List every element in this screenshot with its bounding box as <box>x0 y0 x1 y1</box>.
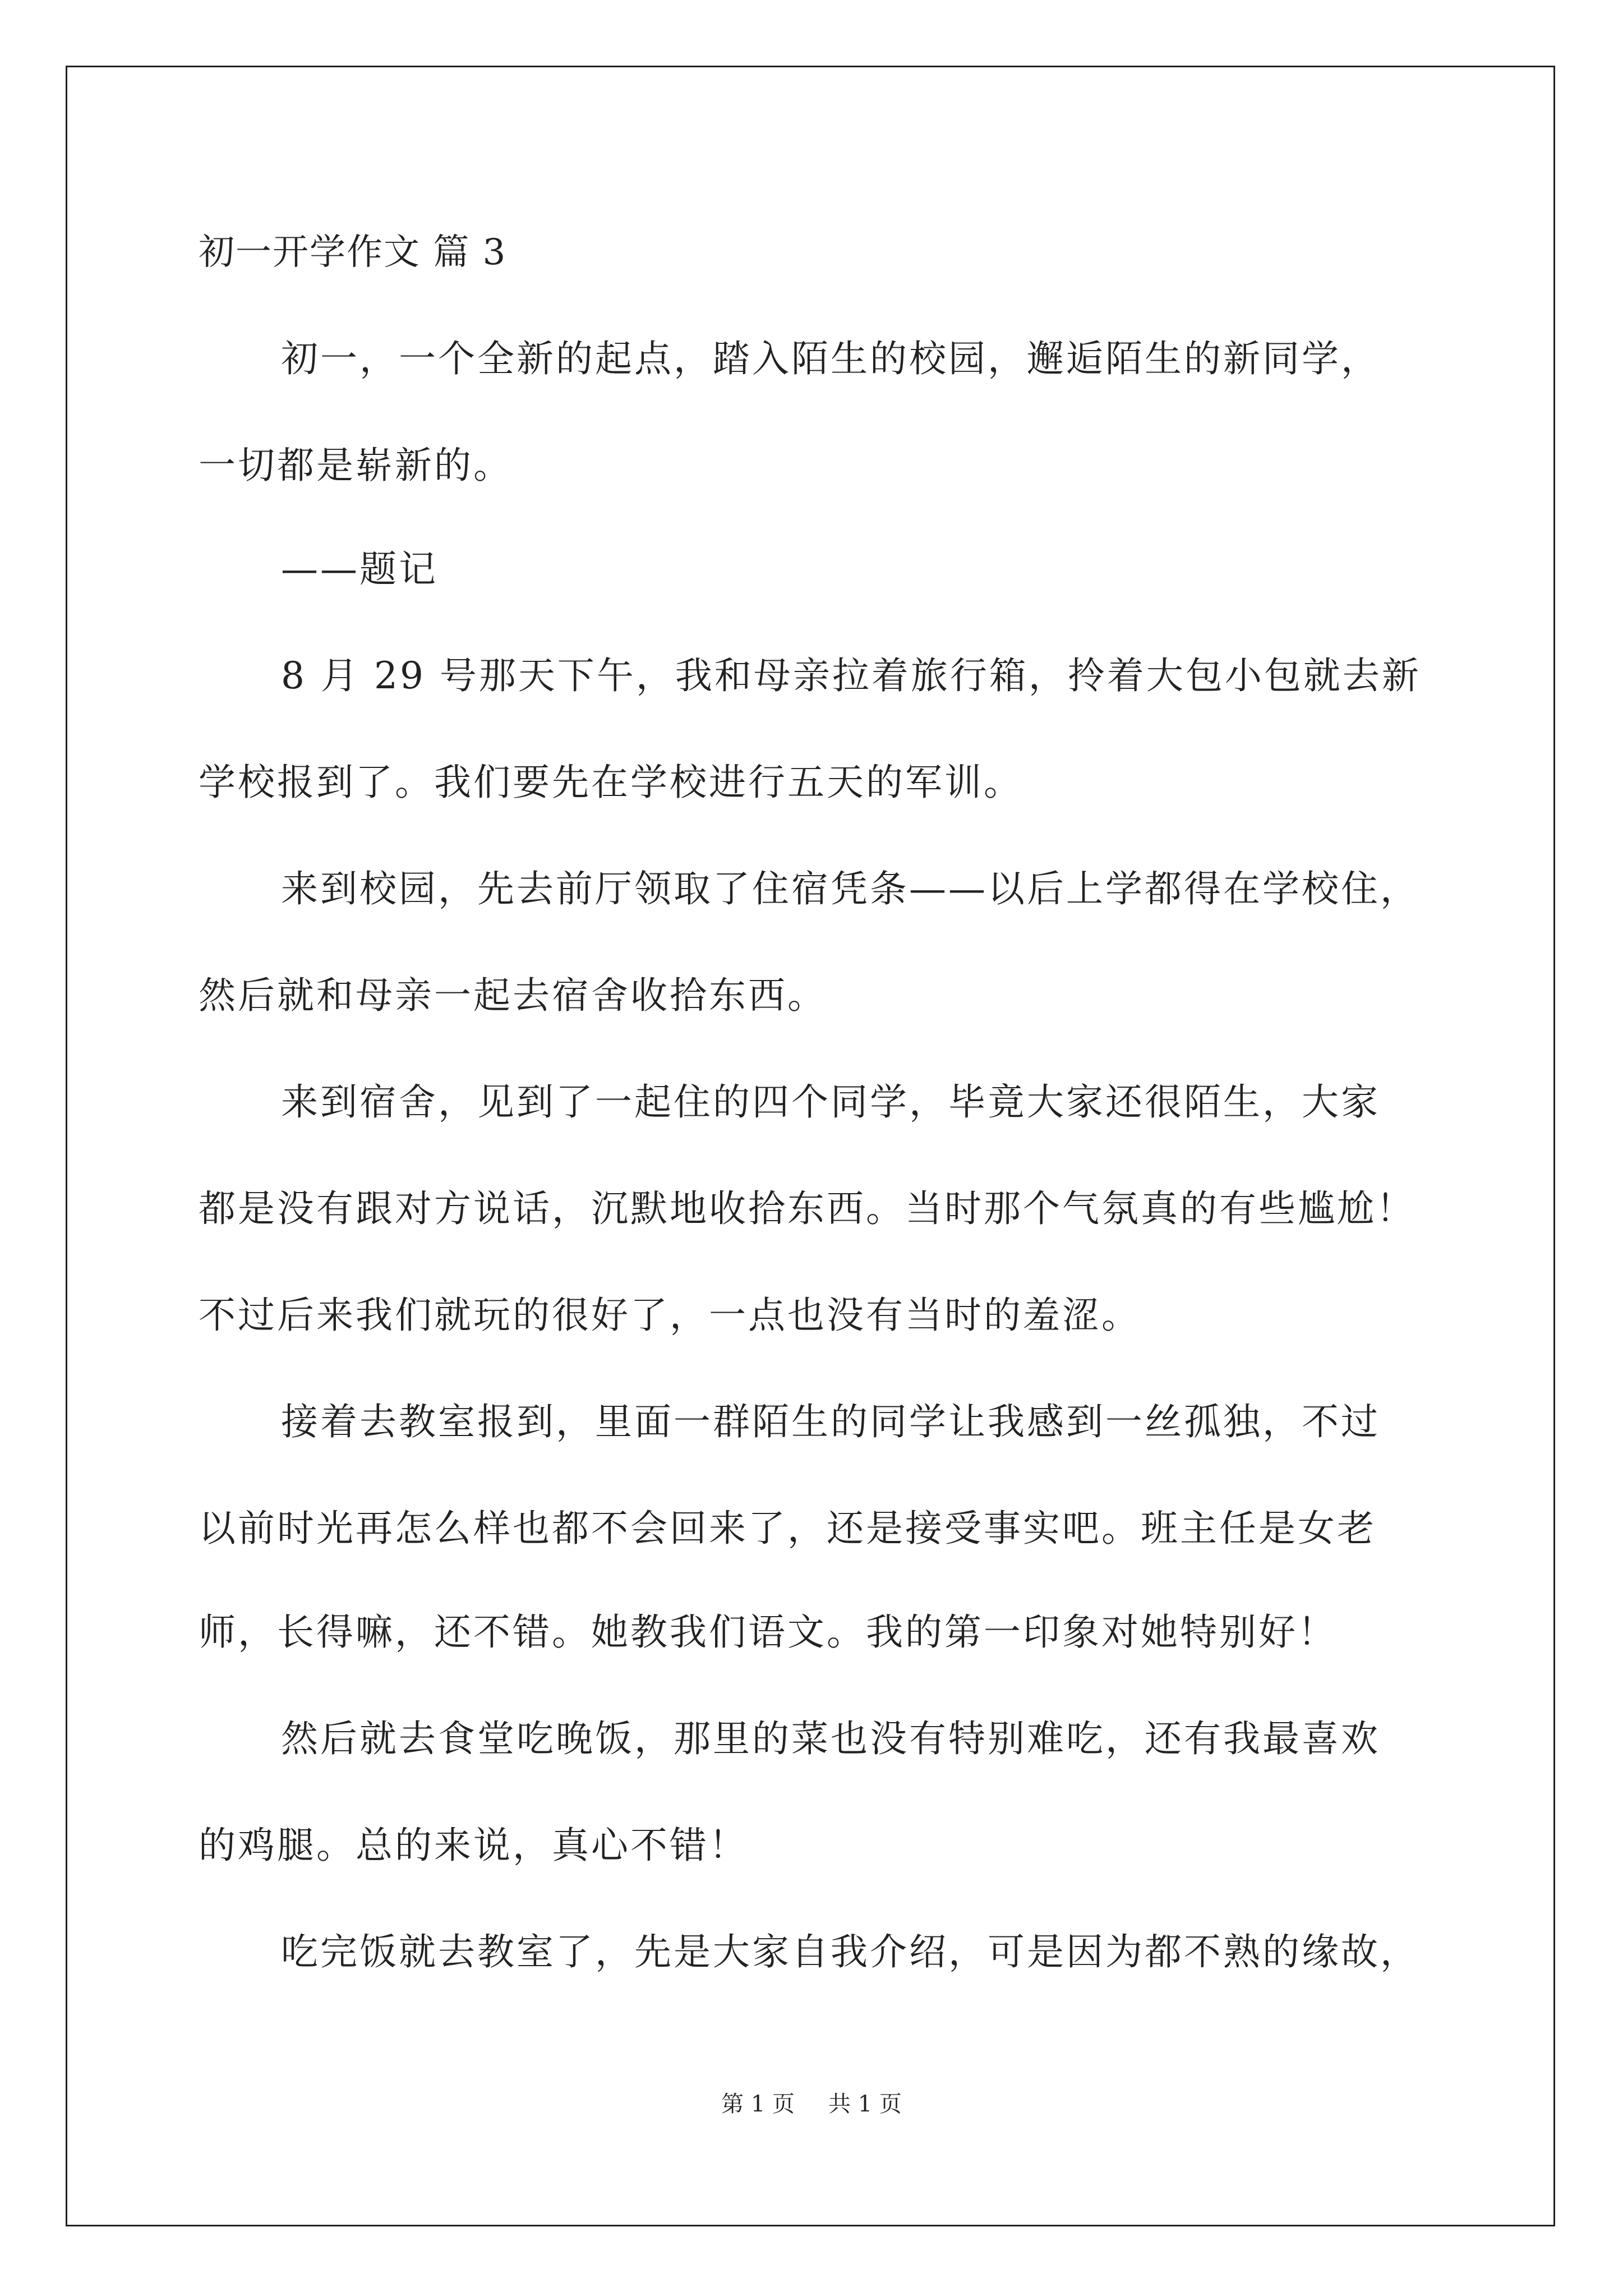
paragraph-line: 以前时光再怎么样也都不会回来了，还是接受事实吧。班主任是女老 <box>199 1507 1376 1550</box>
paragraph-line: 初一，一个全新的起点，踏入陌生的校园，邂逅陌生的新同学， <box>281 337 1380 380</box>
paragraph-line: 来到宿舍，见到了一起住的四个同学，毕竟大家还很陌生，大家 <box>281 1080 1380 1124</box>
paragraph-line: 都是没有跟对方说话，沉默地收拾东西。当时那个气氛真的有些尴尬！ <box>199 1187 1415 1230</box>
epigraph-attribution: ——题记 <box>281 547 438 591</box>
paragraph-line: 然后就和母亲一起去宿舍收拾东西。 <box>199 974 827 1017</box>
paragraph-line: 学校报到了。我们要先在学校进行五天的军训。 <box>199 761 1023 804</box>
essay-title: 初一开学作文 篇 3 <box>199 232 507 273</box>
page-total: 共 1 页 <box>828 2091 902 2117</box>
paragraph-line: 师，长得嘛，还不错。她教我们语文。我的第一印象对她特别好！ <box>199 1611 1337 1654</box>
paragraph-line: 不过后来我们就玩的很好了，一点也没有当时的羞涩。 <box>199 1294 1141 1337</box>
page-footer <box>0 2090 1623 2118</box>
paragraph-line: 的鸡腿。总的来说，真心不错！ <box>199 1824 748 1867</box>
paragraph-line: 8 月 29 号那天下午，我和母亲拉着旅行箱，拎着大包小包就去新 <box>281 654 1421 697</box>
paragraph-line: 吃完饭就去教室了，先是大家自我介绍，可是因为都不熟的缘故， <box>281 1930 1419 1973</box>
paragraph-line: 然后就去食堂吃晚饭，那里的菜也没有特别难吃，还有我最喜欢 <box>281 1717 1380 1760</box>
paragraph-line: 来到校园，先去前厅领取了住宿凭条——以后上学都得在学校住， <box>281 867 1419 910</box>
paragraph-line: 一切都是崭新的。 <box>199 444 513 487</box>
page-border <box>66 66 1555 2226</box>
paragraph-line: 接着去教室报到，里面一群陌生的同学让我感到一丝孤独，不过 <box>281 1400 1380 1443</box>
page-number: 第 1 页 <box>721 2091 795 2117</box>
